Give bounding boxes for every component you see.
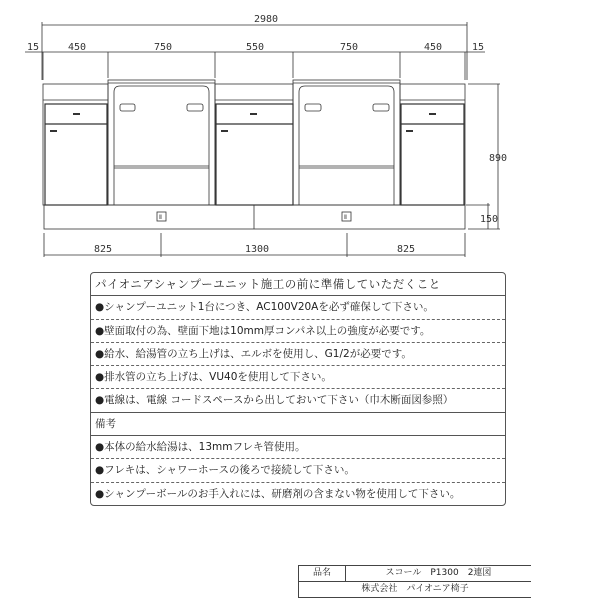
- remarks-title: 備考: [91, 412, 505, 435]
- title-block: [298, 565, 531, 598]
- dim-550: 550: [246, 42, 265, 53]
- dim-450-left: 450: [68, 42, 87, 53]
- base-mark-left: Ⅱ: [159, 214, 162, 221]
- note-item: ●排水管の立ち上げは、VU40を使用して下さい。: [91, 365, 505, 388]
- remark-item: ●シャンプーボールのお手入れには、研磨剤の含まない物を使用して下さい。: [91, 482, 505, 505]
- note-item: ●給水、給湯管の立ち上げは、エルボを使用し、G1/2が必要です。: [91, 342, 505, 365]
- note-item: ●シャンプーユニット1台につき、AC100V20Aを必ず確保して下さい。: [91, 295, 505, 318]
- dim-overall: 2980: [254, 14, 279, 25]
- shampoo-unit-right: [293, 80, 400, 205]
- notes-title: パイオニアシャンプーユニット施工の前に準備していただくこと: [95, 277, 441, 291]
- preparation-notes: [90, 272, 506, 506]
- remark-item: ●フレキは、シャワーホースの後ろで接続して下さい。: [91, 458, 505, 481]
- note-item: ●電線は、電線 コードスペースから出しておいて下さい（巾木断面図参照）: [91, 388, 505, 411]
- dim-150: 150: [480, 214, 499, 225]
- dim-450-right: 450: [424, 42, 443, 53]
- shampoo-unit-left: [108, 80, 215, 205]
- product-name-label: 品名: [299, 566, 346, 581]
- product-name: スコール P1300 2連図: [385, 568, 492, 578]
- dim-15-right: 15: [472, 42, 485, 53]
- base-mark-right: Ⅱ: [344, 214, 347, 221]
- company-name: 株式会社 パイオニア椅子: [361, 584, 469, 594]
- note-item: ●壁面取付の為、壁面下地は10mm厚コンパネ以上の強度が必要です。: [91, 319, 505, 342]
- dim-825-right: 825: [397, 244, 416, 255]
- dim-750-right: 750: [340, 42, 359, 53]
- remark-item: ●本体の給水給湯は、13mmフレキ管使用。: [91, 435, 505, 458]
- dim-890: 890: [489, 153, 508, 164]
- dim-825-left: 825: [94, 244, 113, 255]
- dim-1300: 1300: [245, 244, 270, 255]
- dim-750-left: 750: [154, 42, 173, 53]
- dim-15-left: 15: [27, 42, 40, 53]
